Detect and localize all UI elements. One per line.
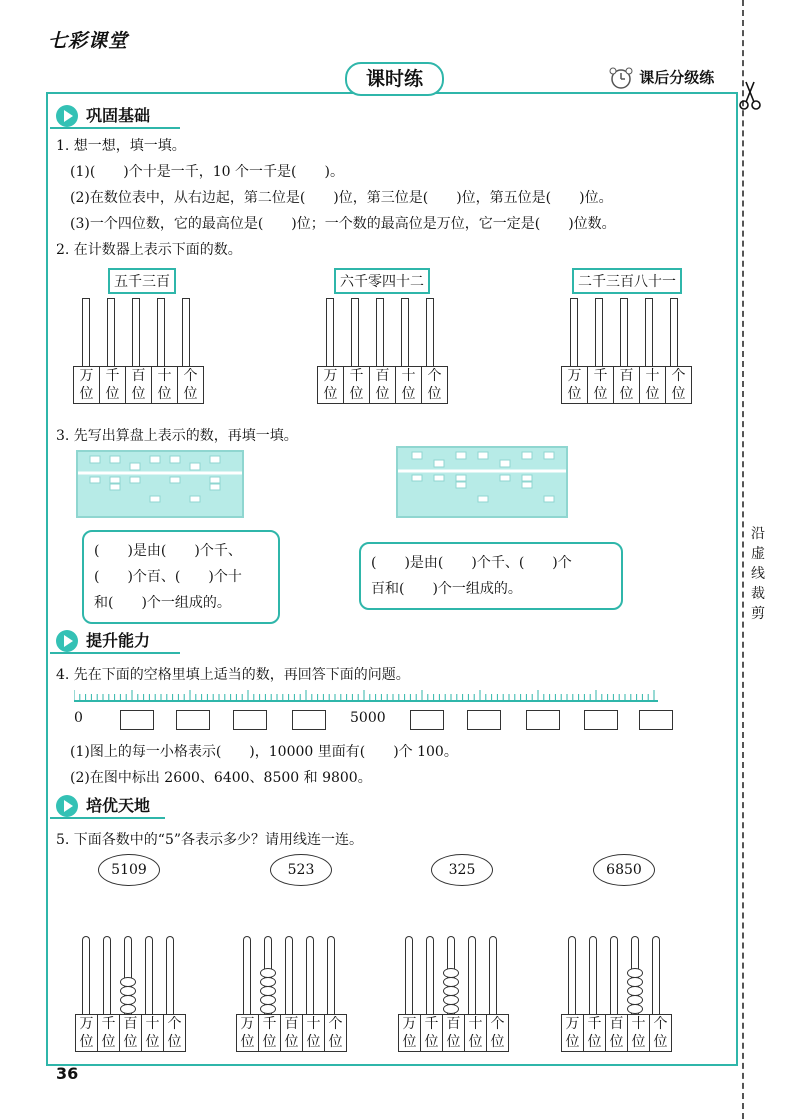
counter-rod bbox=[82, 936, 90, 1015]
counter-rod bbox=[326, 298, 334, 367]
counter-rod bbox=[401, 298, 409, 367]
q3-stem: 3. 先写出算盘上表示的数，再填一填。 bbox=[56, 428, 298, 444]
place-value-base bbox=[561, 1014, 672, 1052]
place-char: 位 bbox=[101, 1034, 116, 1050]
place-shi bbox=[396, 367, 422, 403]
ruler-blank[interactable] bbox=[120, 710, 154, 730]
q1-part1: (1)( )个十是一千，10 个一千是( )。 bbox=[70, 164, 344, 180]
ruler-blank[interactable] bbox=[526, 710, 560, 730]
counter-rod bbox=[645, 298, 653, 367]
counter-bead bbox=[260, 968, 276, 978]
brand-logo: 七彩课堂 bbox=[48, 30, 129, 52]
header-right bbox=[608, 66, 714, 90]
place-char: 位 bbox=[323, 386, 338, 402]
counter-rod bbox=[595, 298, 603, 367]
counter-bead bbox=[260, 986, 276, 996]
counter-rod bbox=[405, 936, 413, 1015]
place-bai bbox=[606, 1015, 628, 1051]
page-banner: 课时练 bbox=[345, 62, 444, 96]
place-char: 位 bbox=[145, 1034, 160, 1050]
place-char: 位 bbox=[167, 1034, 182, 1050]
place-char: 千 bbox=[349, 368, 364, 384]
place-value-base bbox=[73, 366, 204, 404]
alarm-clock-icon bbox=[608, 66, 634, 90]
place-char: 千 bbox=[587, 1016, 602, 1032]
counter-rod bbox=[103, 936, 111, 1015]
q1-part2: (2)在数位表中，从右边起，第二位是( )位，第三位是( )位，第五位是( )位。 bbox=[70, 190, 613, 206]
counter-rod bbox=[670, 298, 678, 367]
place-char: 百 bbox=[619, 368, 634, 384]
q3-box-1 bbox=[82, 530, 280, 624]
scissors-icon bbox=[738, 80, 762, 112]
place-bai bbox=[281, 1015, 303, 1051]
counter-rod bbox=[489, 936, 497, 1015]
q1-part3: (3)一个四位数，它的最高位是( )位；一个数的最高位是万位，它一定是( )位数。 bbox=[70, 216, 616, 232]
counter-rod bbox=[589, 936, 597, 1015]
number-oval-3[interactable]: 325 bbox=[431, 854, 493, 886]
place-wan bbox=[562, 367, 588, 403]
place-char: 位 bbox=[645, 386, 660, 402]
place-qian bbox=[100, 367, 126, 403]
abacus-2 bbox=[396, 446, 568, 518]
place-value-base bbox=[317, 366, 448, 404]
place-char: 位 bbox=[328, 1034, 343, 1050]
counter-rod bbox=[107, 298, 115, 367]
ruler-start: 0 bbox=[74, 710, 83, 726]
number-ruler bbox=[74, 688, 658, 702]
counter-bead bbox=[260, 977, 276, 987]
place-char: 百 bbox=[123, 1016, 138, 1032]
counter-bead bbox=[120, 1004, 136, 1014]
counter-bead bbox=[120, 995, 136, 1005]
place-char: 十 bbox=[157, 368, 172, 384]
q2-label-3: 二千三百八十一 bbox=[572, 268, 682, 294]
place-char: 十 bbox=[306, 1016, 321, 1032]
counter-bead bbox=[443, 977, 459, 987]
counter-bead bbox=[260, 995, 276, 1005]
counter-bead bbox=[443, 968, 459, 978]
section-title: 巩固基础 bbox=[86, 106, 151, 125]
number-oval-1[interactable]: 5109 bbox=[98, 854, 160, 886]
counter-bead bbox=[443, 1004, 459, 1014]
play-icon bbox=[56, 105, 78, 127]
place-char: 万 bbox=[402, 1016, 417, 1032]
place-bai bbox=[370, 367, 396, 403]
counter-rod bbox=[568, 936, 576, 1015]
place-shi bbox=[142, 1015, 164, 1051]
place-char: 位 bbox=[631, 1034, 646, 1050]
place-shi bbox=[628, 1015, 650, 1051]
place-char: 百 bbox=[375, 368, 390, 384]
counter-rod bbox=[285, 936, 293, 1015]
place-char: 百 bbox=[446, 1016, 461, 1032]
place-ge bbox=[422, 367, 447, 403]
place-char: 十 bbox=[645, 368, 660, 384]
place-char: 位 bbox=[609, 1034, 624, 1050]
place-char: 位 bbox=[401, 386, 416, 402]
q3-box2-line: 百和( )个一组成的。 bbox=[371, 581, 522, 597]
play-icon bbox=[56, 795, 78, 817]
place-char: 千 bbox=[593, 368, 608, 384]
place-shi bbox=[640, 367, 666, 403]
place-qian bbox=[421, 1015, 443, 1051]
place-char: 位 bbox=[131, 386, 146, 402]
q4-stem: 4. 先在下面的空格里填上适当的数，再回答下面的问题。 bbox=[56, 667, 410, 683]
ruler-mid: 5000 bbox=[350, 710, 386, 726]
counter-rod bbox=[166, 936, 174, 1015]
place-char: 千 bbox=[101, 1016, 116, 1032]
place-qian bbox=[588, 367, 614, 403]
place-ge bbox=[164, 1015, 185, 1051]
place-value-base bbox=[561, 366, 692, 404]
place-char: 十 bbox=[145, 1016, 160, 1032]
place-value-base bbox=[398, 1014, 509, 1052]
place-bai bbox=[614, 367, 640, 403]
place-char: 位 bbox=[653, 1034, 668, 1050]
header-right-label: 课后分级练 bbox=[639, 68, 715, 87]
q4-part2: (2)在图中标出 2600、6400、8500 和 9800。 bbox=[70, 770, 372, 786]
abacus-2-drawing bbox=[398, 448, 566, 516]
place-char: 位 bbox=[587, 1034, 602, 1050]
place-char: 个 bbox=[490, 1016, 505, 1032]
counter-rod bbox=[145, 936, 153, 1015]
place-qian bbox=[584, 1015, 606, 1051]
place-char: 万 bbox=[79, 368, 94, 384]
section-title: 提升能力 bbox=[86, 631, 151, 650]
place-char: 千 bbox=[424, 1016, 439, 1032]
place-char: 万 bbox=[79, 1016, 94, 1032]
place-char: 千 bbox=[105, 368, 120, 384]
place-char: 个 bbox=[183, 368, 198, 384]
place-char: 位 bbox=[593, 386, 608, 402]
place-char: 万 bbox=[567, 368, 582, 384]
number-oval-4[interactable]: 6850 bbox=[593, 854, 655, 886]
place-char: 千 bbox=[262, 1016, 277, 1032]
place-bai bbox=[126, 367, 152, 403]
counter-rod bbox=[570, 298, 578, 367]
place-char: 位 bbox=[123, 1034, 138, 1050]
place-char: 万 bbox=[323, 368, 338, 384]
counter-rod bbox=[243, 936, 251, 1015]
place-char: 位 bbox=[284, 1034, 299, 1050]
section-improve bbox=[50, 630, 216, 652]
counter-rod bbox=[468, 936, 476, 1015]
place-char: 位 bbox=[79, 1034, 94, 1050]
place-char: 位 bbox=[567, 386, 582, 402]
q1-stem: 1. 想一想，填一填。 bbox=[56, 138, 186, 154]
place-char: 十 bbox=[468, 1016, 483, 1032]
ruler-blank[interactable] bbox=[176, 710, 210, 730]
counter-bead bbox=[443, 986, 459, 996]
abacus-1-drawing bbox=[78, 452, 242, 516]
q2-stem: 2. 在计数器上表示下面的数。 bbox=[56, 242, 242, 258]
place-shi bbox=[152, 367, 178, 403]
q3-box2-line: ( )是由( )个千、( )个 bbox=[371, 555, 572, 571]
counter-bead bbox=[627, 977, 643, 987]
cut-line bbox=[742, 0, 744, 1119]
place-char: 位 bbox=[240, 1034, 255, 1050]
place-char: 位 bbox=[619, 386, 634, 402]
counter-rod bbox=[351, 298, 359, 367]
q3-box1-line: ( )是由( )个千、 bbox=[94, 543, 242, 559]
place-ge bbox=[666, 367, 691, 403]
place-char: 十 bbox=[401, 368, 416, 384]
place-char: 位 bbox=[79, 386, 94, 402]
place-char: 位 bbox=[306, 1034, 321, 1050]
place-char: 个 bbox=[427, 368, 442, 384]
place-wan bbox=[562, 1015, 584, 1051]
place-char: 位 bbox=[105, 386, 120, 402]
ruler-blank[interactable] bbox=[639, 710, 673, 730]
place-char: 位 bbox=[490, 1034, 505, 1050]
number-oval-2[interactable]: 523 bbox=[270, 854, 332, 886]
place-bai bbox=[120, 1015, 142, 1051]
place-wan bbox=[237, 1015, 259, 1051]
counter-rod bbox=[620, 298, 628, 367]
place-char: 百 bbox=[609, 1016, 624, 1032]
q3-box1-line: 和( )个一组成的。 bbox=[94, 595, 231, 611]
counter-bead bbox=[627, 1004, 643, 1014]
counter-rod bbox=[652, 936, 660, 1015]
place-bai bbox=[443, 1015, 465, 1051]
place-ge bbox=[325, 1015, 346, 1051]
place-qian bbox=[344, 367, 370, 403]
place-char: 位 bbox=[157, 386, 172, 402]
place-char: 位 bbox=[402, 1034, 417, 1050]
ruler-blank[interactable] bbox=[584, 710, 618, 730]
place-ge bbox=[650, 1015, 671, 1051]
ruler-blank[interactable] bbox=[467, 710, 501, 730]
counter-rod bbox=[610, 936, 618, 1015]
counter-rod bbox=[306, 936, 314, 1015]
place-wan bbox=[74, 367, 100, 403]
section-title: 培优天地 bbox=[86, 796, 151, 815]
place-char: 百 bbox=[131, 368, 146, 384]
section-basics bbox=[50, 105, 216, 127]
abacus-1 bbox=[76, 450, 244, 518]
place-char: 位 bbox=[427, 386, 442, 402]
place-char: 位 bbox=[565, 1034, 580, 1050]
place-char: 十 bbox=[631, 1016, 646, 1032]
place-value-base bbox=[236, 1014, 347, 1052]
place-char: 个 bbox=[328, 1016, 343, 1032]
place-qian bbox=[98, 1015, 120, 1051]
ruler-blank[interactable] bbox=[292, 710, 326, 730]
counter-rod bbox=[426, 298, 434, 367]
place-char: 位 bbox=[468, 1034, 483, 1050]
counter-rod bbox=[376, 298, 384, 367]
counter-rod bbox=[82, 298, 90, 367]
place-qian bbox=[259, 1015, 281, 1051]
place-wan bbox=[318, 367, 344, 403]
place-char: 万 bbox=[565, 1016, 580, 1032]
place-char: 个 bbox=[167, 1016, 182, 1032]
play-icon bbox=[56, 630, 78, 652]
q3-box1-line: ( )个百、( )个十 bbox=[94, 569, 242, 585]
q5-stem: 5. 下面各数中的“5”各表示多少？请用线连一连。 bbox=[56, 832, 364, 848]
place-wan bbox=[76, 1015, 98, 1051]
place-char: 位 bbox=[671, 386, 686, 402]
place-value-base bbox=[75, 1014, 186, 1052]
q2-label-2: 六千零四十二 bbox=[334, 268, 430, 294]
place-shi bbox=[303, 1015, 325, 1051]
counter-rod bbox=[132, 298, 140, 367]
section-advanced bbox=[50, 795, 201, 817]
counter-bead bbox=[260, 1004, 276, 1014]
cut-instruction: 沿虚线裁剪 bbox=[751, 526, 765, 622]
page-number: 36 bbox=[56, 1064, 79, 1083]
place-wan bbox=[399, 1015, 421, 1051]
place-char: 位 bbox=[262, 1034, 277, 1050]
counter-rod bbox=[157, 298, 165, 367]
counter-bead bbox=[120, 977, 136, 987]
place-char: 位 bbox=[446, 1034, 461, 1050]
counter-bead bbox=[443, 995, 459, 1005]
place-char: 个 bbox=[671, 368, 686, 384]
ruler-blank[interactable] bbox=[410, 710, 444, 730]
place-char: 位 bbox=[424, 1034, 439, 1050]
counter-bead bbox=[627, 986, 643, 996]
place-ge bbox=[487, 1015, 508, 1051]
place-char: 个 bbox=[653, 1016, 668, 1032]
q2-label-1: 五千三百 bbox=[108, 268, 176, 294]
counter-rod bbox=[327, 936, 335, 1015]
place-char: 百 bbox=[284, 1016, 299, 1032]
place-ge bbox=[178, 367, 203, 403]
counter-bead bbox=[627, 995, 643, 1005]
place-char: 位 bbox=[349, 386, 364, 402]
counter-rod bbox=[426, 936, 434, 1015]
place-char: 位 bbox=[183, 386, 198, 402]
place-char: 位 bbox=[375, 386, 390, 402]
place-char: 万 bbox=[240, 1016, 255, 1032]
place-shi bbox=[465, 1015, 487, 1051]
q3-box-2 bbox=[359, 542, 623, 610]
ruler-blank[interactable] bbox=[233, 710, 267, 730]
counter-bead bbox=[627, 968, 643, 978]
counter-bead bbox=[120, 986, 136, 996]
q4-part1: (1)图上的每一小格表示( )，10000 里面有( )个 100。 bbox=[70, 744, 458, 760]
counter-rod bbox=[182, 298, 190, 367]
